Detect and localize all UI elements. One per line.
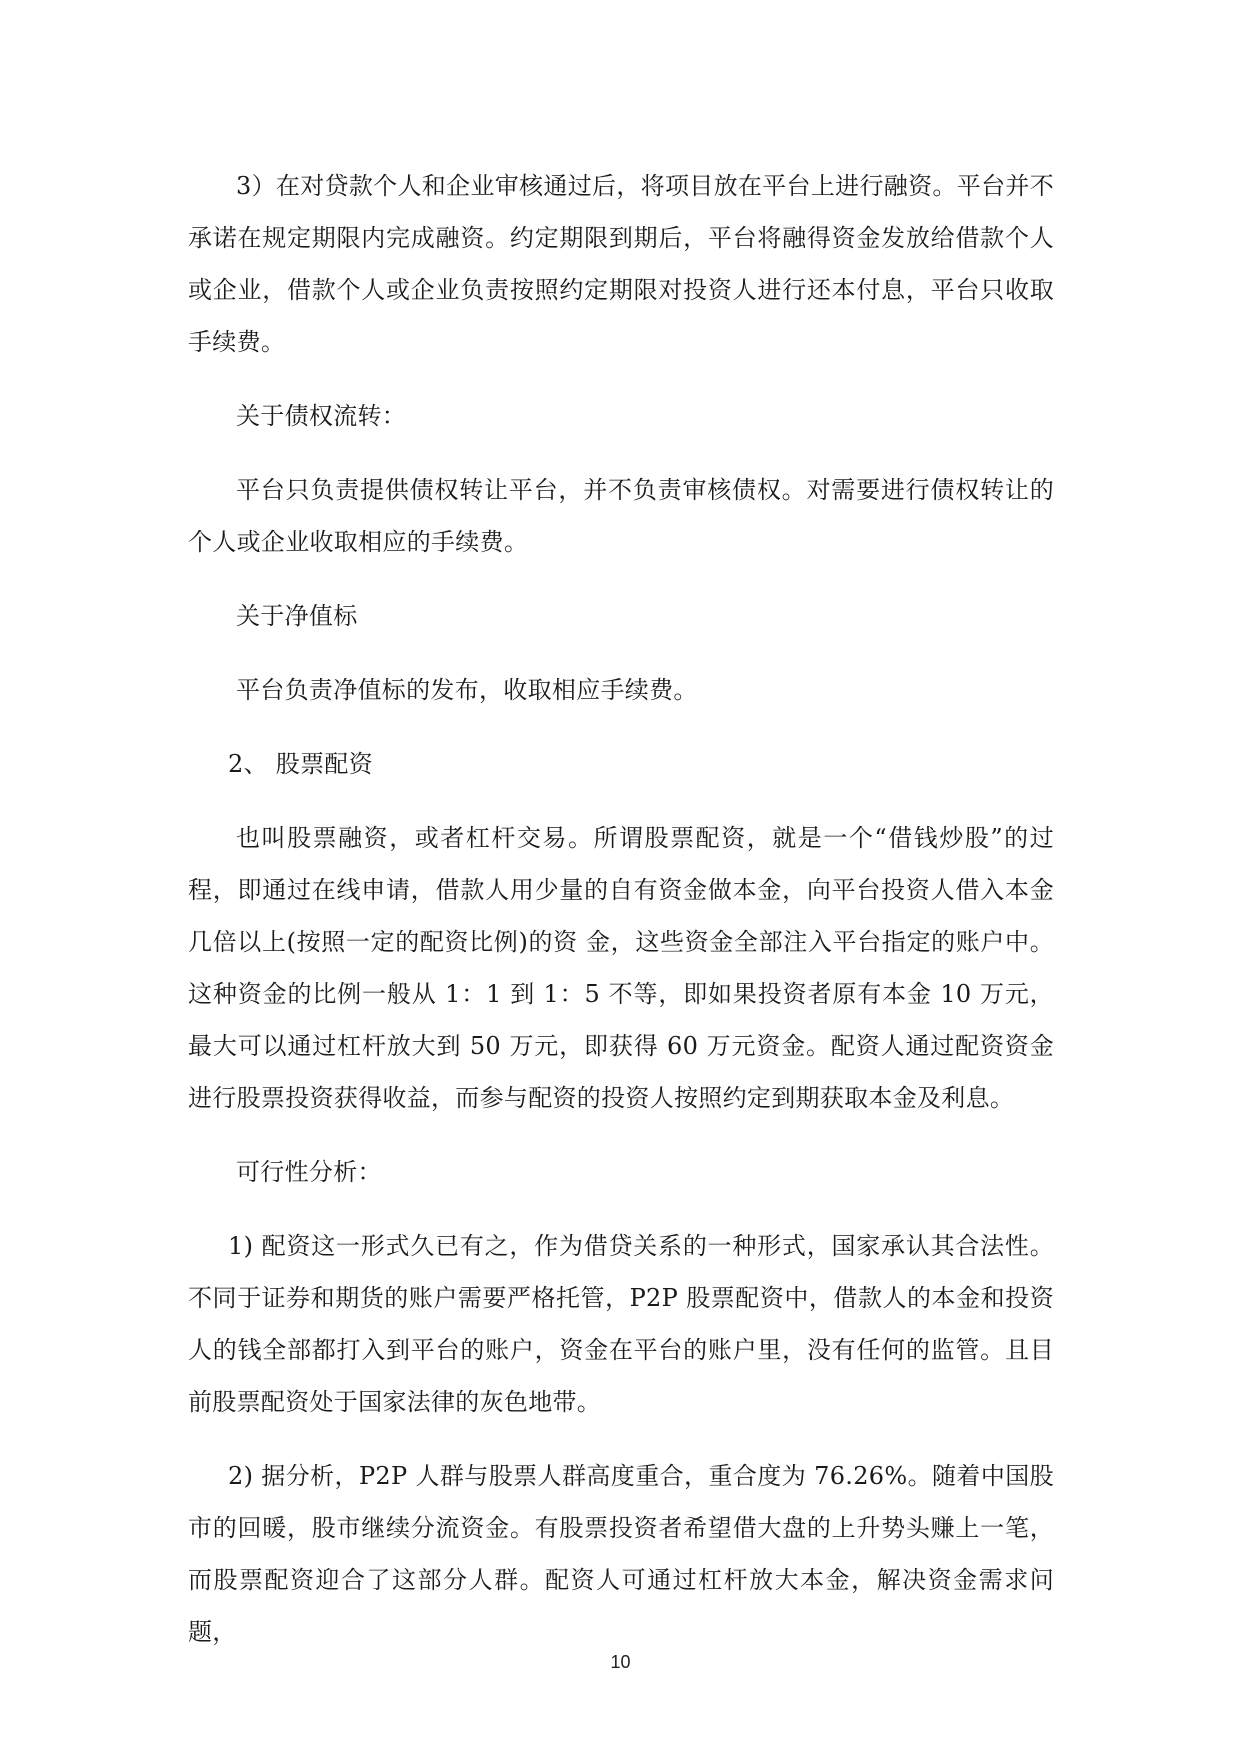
body-text [188, 160, 1054, 1658]
heading-feasibility: 可行性分析： [236, 1158, 382, 1186]
paragraph-stock-allocation: 也叫股票融资，或者杠杆交易。所谓股票配资，就是一个“借钱炒股”的过程，即通过在线申请，借款人用少量的自有资金做本金，向平台投资人借入本金几倍以上(按照一定的配资比例)的资 金，这些资金全部注入平台指定的账户中。这种资金的比例一般从 1：1 到 1：5 不等，即如果投资者原有本金 10 万元，最大可以通过杠杆放大到 50 万元，即获得 60 万元资金。配资人通过配资资金进行股票投资获得收益，而参与配资的投资人按照约定到期获取本金及利息。 [188, 824, 1054, 1112]
heading-stock-allocation: 2、 股票配资 [228, 750, 373, 778]
paragraph-debt-transfer: 平台只负责提供债权转让平台，并不负责审核债权。对需要进行债权转让的个人或企业收取相应的手续费。 [188, 476, 1054, 556]
page-number: 10 [610, 1652, 631, 1672]
heading-debt-transfer: 关于债权流转： [236, 402, 407, 430]
list-item-1: 1) 配资这一形式久已有之，作为借贷关系的一种形式，国家承认其合法性。不同于证券和期货的账户需要严格托管，P2P 股票配资中，借款人的本金和投资人的钱全部都打入到平台的账户，资金在平台的账户里，没有任何的监管。且目前股票配资处于国家法律的灰色地带。 [188, 1232, 1054, 1416]
list-item-2: 2) 据分析，P2P 人群与股票人群高度重合，重合度为 76.26%。随着中国股市的回暖，股市继续分流资金。有股票投资者希望借大盘的上升势头赚上一笔，而股票配资迎合了这部分人群。配资人可通过杠杆放大本金，解决资金需求问题， [188, 1462, 1054, 1646]
paragraph-platform-financing: 3）在对贷款个人和企业审核通过后，将项目放在平台上进行融资。平台并不承诺在规定期限内完成融资。约定期限到期后，平台将融得资金发放给借款个人或企业，借款个人或企业负责按照约定期限对投资人进行还本付息，平台只收取手续费。 [188, 172, 1054, 356]
paragraph-net-value: 平台负责净值标的发布，收取相应手续费。 [236, 676, 698, 704]
heading-net-value: 关于净值标 [236, 602, 358, 630]
